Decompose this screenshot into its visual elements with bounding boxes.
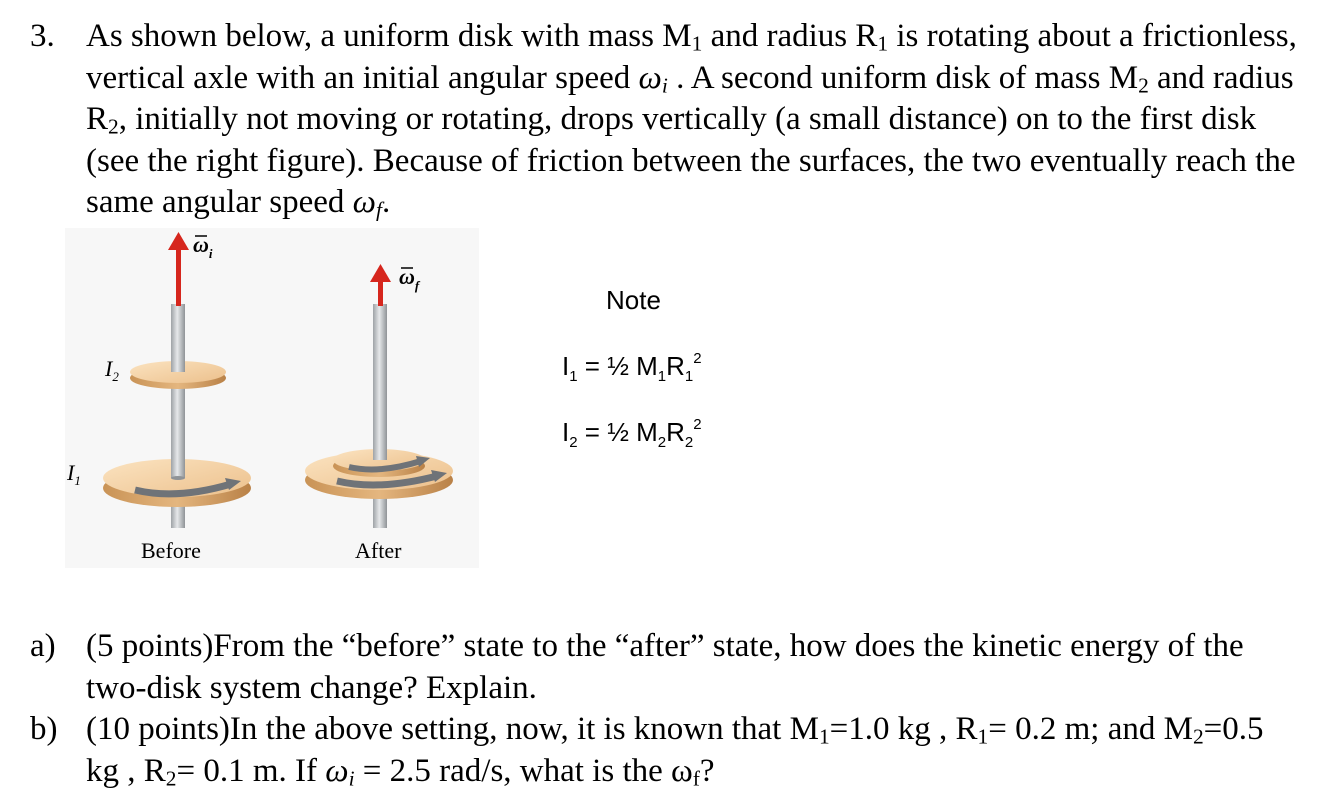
part-b-segment: = 0.2 m; and M — [988, 711, 1193, 747]
part-a — [30, 626, 1300, 709]
note-title: Note — [606, 285, 661, 315]
after-axle-top — [373, 304, 387, 460]
omega-f-symbol: ω — [352, 184, 376, 220]
part-b-text — [86, 711, 1264, 789]
part-b-sub: i — [348, 766, 355, 791]
part-b — [30, 709, 1300, 792]
part-a-text: (5 points)From the “before” state to the “after” state, how does the kinetic energy of the two-disk system change? Explain. — [86, 628, 1244, 706]
part-b-omega: ω — [325, 752, 349, 789]
before-axle-hole — [171, 476, 185, 480]
part-b-label: b) — [30, 711, 58, 747]
eq1-sup: 2 — [693, 350, 702, 367]
omega-i-label: $\omega_i$ — [193, 232, 213, 261]
moment-of-inertia-eq-2 — [562, 416, 702, 451]
part-b-sub: 2 — [165, 766, 177, 791]
stem-text: . — [381, 184, 391, 220]
stem-text: is rotating about a frictionless, vertical axle with an initial angular speed — [86, 18, 1297, 96]
eq2-sup: 2 — [693, 416, 702, 433]
problem-number: 3. — [30, 18, 55, 54]
i1-label: $I_1$ — [67, 460, 81, 488]
eq2-lhs: I — [562, 417, 570, 447]
eq2-m-sub: 2 — [657, 434, 667, 451]
eq1-lhs: I — [562, 351, 570, 381]
part-b-segment: ? — [699, 752, 715, 789]
before-label: Before — [141, 538, 201, 563]
eq1-lhs-sub: 1 — [569, 368, 578, 385]
omega-i-arrow — [176, 248, 181, 306]
part-b-sub: 1 — [977, 724, 989, 749]
before-after-illustration — [65, 228, 479, 568]
eq2-lhs-sub: 2 — [569, 434, 578, 451]
part-b-segment: =1.0 kg , R — [829, 711, 978, 747]
stem-text: and radius R — [702, 18, 878, 54]
question-parts — [30, 626, 1300, 792]
stem-sub: 1 — [691, 31, 703, 56]
stem-sub: i — [661, 73, 668, 98]
after-label: After — [355, 538, 402, 563]
eq1-m-sub: 1 — [657, 368, 667, 385]
eq1-r: R — [666, 351, 685, 381]
stem-text: , initially not moving or rotating, drops vertically (a small distance) on to the first disk (see the right figure). Because of friction between the surfaces, the two eventually reach the same angular speed — [86, 101, 1296, 220]
eq2-mid: = ½ M — [577, 417, 658, 447]
stem-text: As shown below, a uniform disk with mass M — [86, 18, 692, 54]
eq2-r: R — [666, 417, 685, 447]
problem-stem — [86, 16, 1300, 224]
moment-of-inertia-eq-1 — [562, 350, 702, 385]
eq2-r-sub: 2 — [684, 434, 694, 451]
omega-f-arrow — [378, 280, 383, 306]
eq1-mid: = ½ M — [577, 351, 658, 381]
part-b-sub: 2 — [1192, 724, 1204, 749]
before-axle-upper — [171, 458, 185, 478]
part-b-segment: (10 points)In the above setting, now, it is known that M — [86, 711, 819, 747]
disk-figure — [65, 228, 479, 568]
stem-sub: 2 — [108, 114, 119, 139]
stem-text: . A second uniform disk of mass M — [667, 59, 1139, 96]
stem-sub: 2 — [1138, 73, 1149, 98]
part-b-sub: 1 — [818, 724, 830, 749]
stem-text: and radius R — [86, 59, 1294, 137]
part-b-segment: = 2.5 rad/s, what is the ω — [354, 752, 693, 789]
stem-sub: 1 — [877, 31, 889, 56]
omega-i-symbol: ω — [638, 59, 662, 96]
stem-sub: f — [375, 197, 382, 222]
part-b-segment: =0.5 kg , R — [86, 711, 1264, 789]
before-axle-top — [171, 304, 185, 372]
part-b-segment: = 0.1 m. If — [176, 752, 326, 789]
i2-label: $I_2$ — [105, 356, 119, 384]
part-b-sub: f — [692, 766, 700, 791]
eq1-r-sub: 1 — [684, 368, 694, 385]
omega-f-label: $\omega_f$ — [399, 264, 420, 293]
part-a-label: a) — [30, 628, 56, 664]
